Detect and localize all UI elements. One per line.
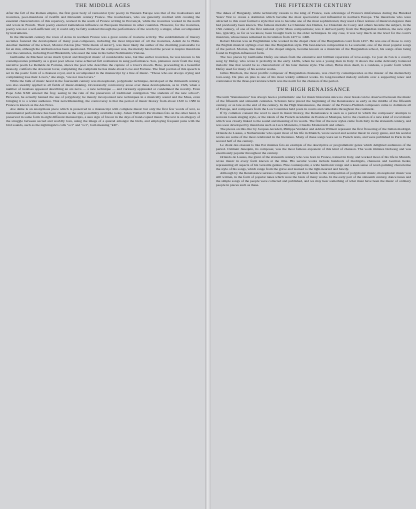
left-paragraph: In the thirteenth century the town of Arras in northern France was a great centre of trouvère activity. The establishment of literary societies fostered the development of many poet-composers, including the most important of all the trouvères, Adam de la Halle. Another member of the school, Moniot d'Arras (the "little monk of Arras"), was most likely the author of the charming pastourelle Ce fut en mai, although the attribution has been questioned. Whoever the composer was, the melody has had the power to inspire musicians over the centuries, including Paul Hindemith, who used the tune in his ballet Nobilissima Visione. [6,34,200,55]
right-paragraph: Gilles Binchois, the most prolific composer of Burgundian chansons, was cited by contemporaries as the master of the melancholy love-song. De plus en plus is one of his most widely admired works. Its long-breathed melody unfolds over a supporting tenor and contratenor in the three-part texture which was the norm for the chanson of the period. [216,70,411,83]
section-paragraph: The term "Renaissance" has always been a problematic one for music historians since no clear break can be observed between the music of the fifteenth and sixteenth centuries. Scholars have placed the beginning of the Renaissance as early as the middle of the fifteenth century, or as late as the end of the century. In the High Renaissance, the music of the Franco-Flemish composers came to dominate all of Europe, and composers from the Low Countries held posts in courts and cathedrals throughout the continent. [216,94,411,111]
section-paragraph: The pieces on this disc by Jacques Arcadelt, Philippe Verdelot and Adrian Willaert represent the first flowering of the Italian madrigal. Orlande de Lassus, a Netherlander who spent most of his life in Munich, wrote sacred and secular music in every genre, and his secular works are some of the most celebrated in the literature. Many of these songs were set to French texts, and were published in Paris in the second half of the century. [216,126,411,143]
left-paragraph: While the bulk of music heard in the fourteenth century was monophonic, polyphonic technique, developed at the thirteenth century, was also steadily applied to all fields of music-making. Occasionally controversy arose over these developments, as in 1326, when a number of treatises appeared describing an ars nova — a new technique — and variously applauded or condemned the novelty. Even Pope John XXII entered the fray, seeing in the rule of the preservers of traditional cantigation "the students of the new school". However, he actually banned the use of polyphony; he merely incorporated new techniques in a musically sound and the Mass, even bringing it to a wider audience. That notwithstanding, the controversy is that the period of music history from about 1320 to 1380 in France is known as the Ars Nova. [6,78,200,107]
section-paragraph: If by common consent the word is used in music history, the Renaissance is seen as a period in which the composers' attempts to recreate Greek singing style, or the ideals of the French Academie de Poésie et Musique, led to the creation of a new kind of vocal music which was closely linked to the sound and meaning of its words. The first of the new styles came from Italy in the sixteenth century, and was soon developed by musicians such as Luca Marenzio, Claudio Monteverdi and others. [216,110,411,127]
left-paragraph: Guillaume de Machaut wrote much lyrical and liturgical music of considerable note, but like earlier trouvères, he was known to his contemporaries primarily as a great poet whose verse achieved full realisation in sung performance. Son, plaisance avoir from the long narrative poem Le Remède de Fortune, shows the poet who describes the capture of a lover's moods. Here, proceeding in a beautiful monody, comforts the downcast lover, completing the complaint he has made about Love and Fortune. The final portion of this speech is set in the poetic form of a chanson royal, and is accompanied in the manuscript by a line of music. "Those who are always crying and complaining lose their Love's," she sings, "are not true lovers." [6,54,201,79]
section-body [216,95,411,187]
left-paragraph: After the fall of the Roman empire, the first great body of vernacular lyric poetry in Western Europe was that of the troubadours and trouvères, poet-musicians of twelfth and thirteenth century France. The troubadours, who are generally credited with creating the essential characteristics of this repertory, worked in the south of France writing in Provençal, while the trouvères worked in the north and wrote in French. Their poetry exerted tremendous influence on European literature in other countries. However, for the trouvères, poetry was not a self-sufficient art; it could only be fully realized through the performance of the words by a singer, often accompanied by instruments. [6,10,200,35]
section-heading: THE HIGH RENAISSANCE [276,86,351,93]
right-page-body [216,11,411,83]
right-page [211,0,416,509]
section-paragraph: Although by the Renaissance serious composers only put their hands to the composition of polyphonic music, monophonic music was still written, in the form of popular tunes which were the basis of many works. In the early part of the sixteenth century, dance tunes and the simple songs of the people were collected and published, and we may hear something of what must have been the music of ordinary people in pieces such as these. [216,171,411,188]
left-page-heading: THE MIDDLE AGES [75,3,131,9]
section-paragraph: Orlando de Lassus, the giant of the sixteenth century who was born in France, trained in Italy, and worked most of his life in Munich, wrote music in every form known at the time. His secular works include hundreds of madrigals, chansons and German lieder, representing all aspects of his versatile genius. Fine counterpoint, a wide harmonic range and a keen sense of word-painting characterise the style of his songs, which range from the grave and learned to the light-hearted and bawdy. [216,155,411,172]
right-paragraph: The two pieces by Guillaume Dufay are taken from the extensive and brilliant repertoire of love-songs. Ce jour de l'an is a courtly song by Dufay, who wrote it probably in the early 1420s, when he was a young man in Italy. It shows the same delicately balanced melodic line that would be so characteristic of his later mature style. The other, Helas mon dueil, is a rondeau, a poetic form which Dufay used for many of his secular works. [216,54,411,71]
right-paragraph: The dukes of Burgundy, while technically vassals to the king of France, took advantage of France's misfortunes during the Hundred Years' War to create a dominion which became the most spectacular and influential in northern Europe. The musicians who were attracted to this court formed a style that was to become one of the most sophisticated, they used a finer texture of musical elegance than had previously been known. The famous melodic Le Chanteur des Dames, Le Chatelain de Coucy and others became the subject, in the 15th century, of one of the first national cyclic Mass compositions; was it derived partly from the Burgundian tradition, the new style has, typically, so far as we know, been brought back to the older techniques. In any case, it was very much on the level for the court's musician, whose tunes remained in circulation from 1477 to 1490. [216,10,411,39]
left-paragraph: Ave dame is an anonymous piece which is preserved in a manuscript with complete music but only the first few words of text, so instrumental performance has been chosen as the only possibility available today. Johan Vaillant's Par maintes fois on the other hand, is preserved in some form in eight different manuscripts, a sure sign of favour in the days of hand-copied music. The text is an allegory of the struggle between sacred and worldly love, using the image of a quarrel amongst the birds, and employing frequent puns with the bird sounds, such as the nightingale's calls "oci" and "oci", both meaning "kill". [6,106,200,127]
right-page-heading: THE FIFTEENTH CENTURY [274,3,353,9]
section-paragraph: Le chant des oiseaux is like Par maintes fois an example of the descriptive or programmatic genre which delighted audiences of the period. Clément Janequin, its composer, was the most famous exponent of this kind of chanson. The work imitates birdsong and was enormously popular throughout the century. [216,142,411,155]
left-page-body [6,11,200,127]
left-page [0,0,205,509]
right-paragraph: Robert Morton was an Englishman who worked in the chapel choir of the Burgundian court from 1457. He was one of those to carry the English musical stylings over into the Burgundian style. His best-known composition is Le souvenir, one of the most popular songs of the period. Morton, like many of the chapel singers, became known as a musician of the Burgundian school, his songs often being found in English-influenced form. [216,38,411,55]
